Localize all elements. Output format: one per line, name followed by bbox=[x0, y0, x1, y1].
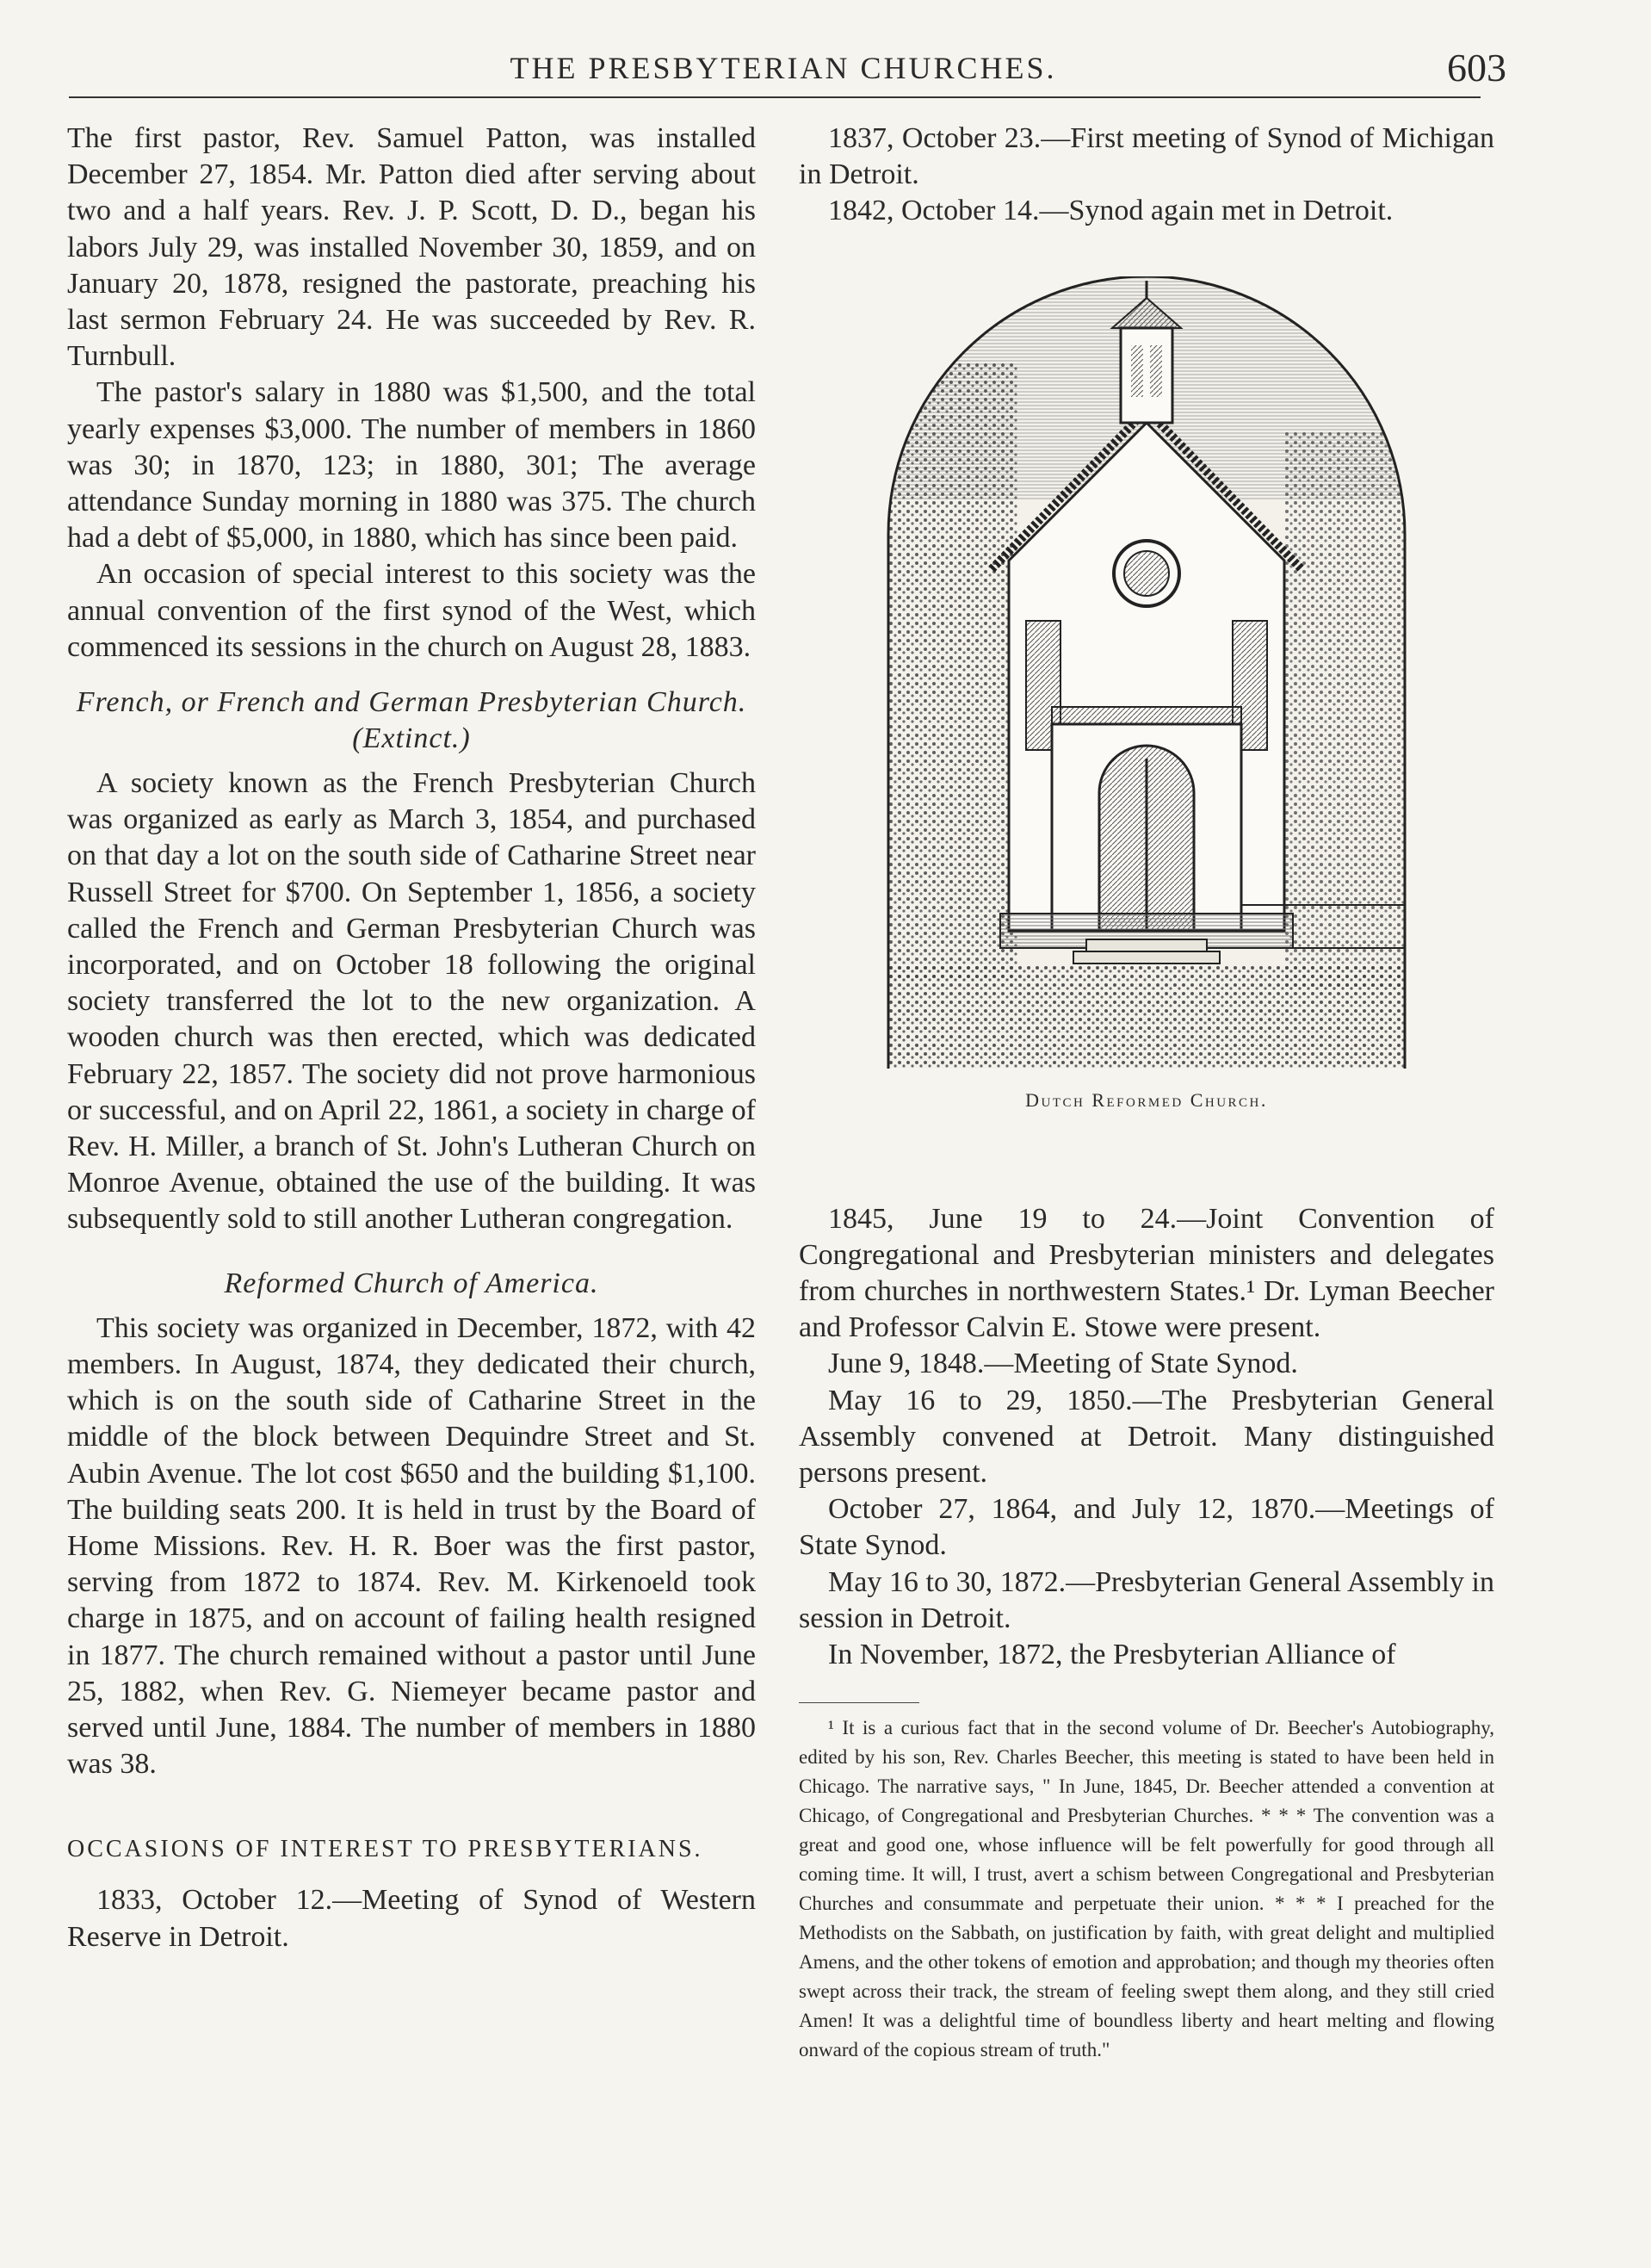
section-heading-occasions: OCCASIONS OF INTEREST TO PRESBYTERIANS. bbox=[67, 1836, 703, 1863]
paragraph: The pastor's salary in 1880 was $1,500, and the total yearly expenses $3,000. The number of members in 1860 was 30; in 1870, 123; in 1880, 301; The average attendance Sunday morning in 1880 was 375. The church had a debt of $5,000, in 1880, which has since been paid. bbox=[67, 376, 756, 555]
church-illustration bbox=[880, 276, 1413, 1155]
section-heading-french-church: French, or French and German Presbyterian Church. (Extinct.) bbox=[76, 686, 747, 755]
running-title: THE PRESBYTERIAN CHURCHES. bbox=[510, 51, 1057, 85]
footnote: ¹ It is a curious fact that in the second volume of Dr. Beecher's Autobiography, edited by his son, Rev. Charles Beecher, this meeting is stated to have been held in Chicago. The narrative says, " In June, 1845, Dr. Beecher attended a convention at Chicago, of Congregational and Presbyterian Churches. * * * The convention was a great and good one, whose influence will be felt powerfully for good through all coming time. It will, I trust, avert a schism between Congregational and Presbyterian Churches and consummate and perpetuate their union. * * * I preached for the Methodists on the Sabbath, on justification by faith, with great delight and multiplied Amens, and the other tokens of emotion and approbation; and though my theories often swept across their track, the stream of feeling swept them along, and they still cried Amen! It was a delightful time of boundless liberty and heart melting and flowing onward of the copious stream of truth." bbox=[799, 1717, 1494, 2061]
paragraph: This society was organized in December, 1872, with 42 members. In August, 1874, they dedicated their church, which is on the south side of Catharine Street in the middle of the block between Dequindre Street and St. Aubin Avenue. The lot cost $650 and the building $1,100. The building seats 200. It is held in trust by the Board of Home Missions. Rev. H. R. Boer was the first pastor, serving from 1872 to 1874. Rev. M. Kirkenoeld took charge in 1875, and on account of failing health resigned in 1877. The church remained without a pastor until June 25, 1882, when Rev. G. Niemeyer became pastor and served until June, 1884. The number of members in 1880 was 38. bbox=[67, 1311, 756, 1781]
chronology-entry: June 9, 1848.—Meeting of State Synod. bbox=[828, 1348, 1298, 1380]
footnote-rule bbox=[799, 1702, 919, 1703]
page-number: 603 bbox=[1447, 46, 1506, 90]
running-head bbox=[69, 45, 1506, 96]
chronology-entry: In November, 1872, the Presbyterian Alliance of bbox=[828, 1639, 1396, 1671]
chronology-entry: May 16 to 30, 1872.—Presbyterian General Assembly in session in Detroit. bbox=[799, 1565, 1494, 1634]
chronology-entry: May 16 to 29, 1850.—The Presbyterian General Assembly convened at Detroit. Many distinguished persons present. bbox=[799, 1384, 1494, 1490]
chronology-entry: October 27, 1864, and July 12, 1870.—Meetings of State Synod. bbox=[799, 1493, 1494, 1562]
paragraph: The first pastor, Rev. Samuel Patton, was installed December 27, 1854. Mr. Patton died after serving about two and a half years. Rev. J. P. Scott, D. D., began his labors July 29, was installed November 30, 1859, and on January 20, 1878, resigned the pastorate, preaching his last sermon February 24. He was succeeded by Rev. R. Turnbull. bbox=[67, 122, 756, 373]
section-heading-reformed-church: Reformed Church of America. bbox=[224, 1267, 599, 1299]
header-rule bbox=[69, 96, 1481, 98]
figure-caption: Dutch Reformed Church. bbox=[1025, 1088, 1268, 1111]
chronology-entry: 1842, October 14.—Synod again met in Detroit. bbox=[828, 195, 1394, 227]
right-column bbox=[799, 121, 1494, 2065]
paragraph: 1833, October 12.—Meeting of Synod of Western Reserve in Detroit. bbox=[67, 1884, 756, 1953]
chronology-entry: 1845, June 19 to 24.—Joint Convention of Congregational and Presbyterian ministers and delegates from churches in northwestern States.¹ Dr. Lyman Beecher and Professor Calvin E. Stowe were present. bbox=[799, 1202, 1494, 1344]
chronology-entry: 1837, October 23.—First meeting of Synod of Michigan in Detroit. bbox=[799, 122, 1494, 191]
paragraph: An occasion of special interest to this society was the annual convention of the first synod of the West, which commenced its sessions in the church on August 28, 1883. bbox=[67, 558, 756, 663]
church-engraving-icon bbox=[880, 276, 1413, 1069]
paragraph: A society known as the French Presbyterian Church was organized as early as March 3, 1854, and purchased on that day a lot on the south side of Catharine Street near Russell Street for $700. On September 1, 1856, a society called the French and German Presbyterian Church was incorporated, and on October 18 following the original society transferred the lot to the new organization. A wooden church was then erected, which was dedicated February 22, 1857. The society did not prove harmonious or successful, and on April 22, 1861, a society in charge of Rev. H. Miller, a branch of St. John's Lutheran Church on Monroe Avenue, obtained the use of the building. It was subsequently sold to still another Lutheran congregation. bbox=[67, 767, 756, 1236]
left-column bbox=[67, 121, 756, 1955]
